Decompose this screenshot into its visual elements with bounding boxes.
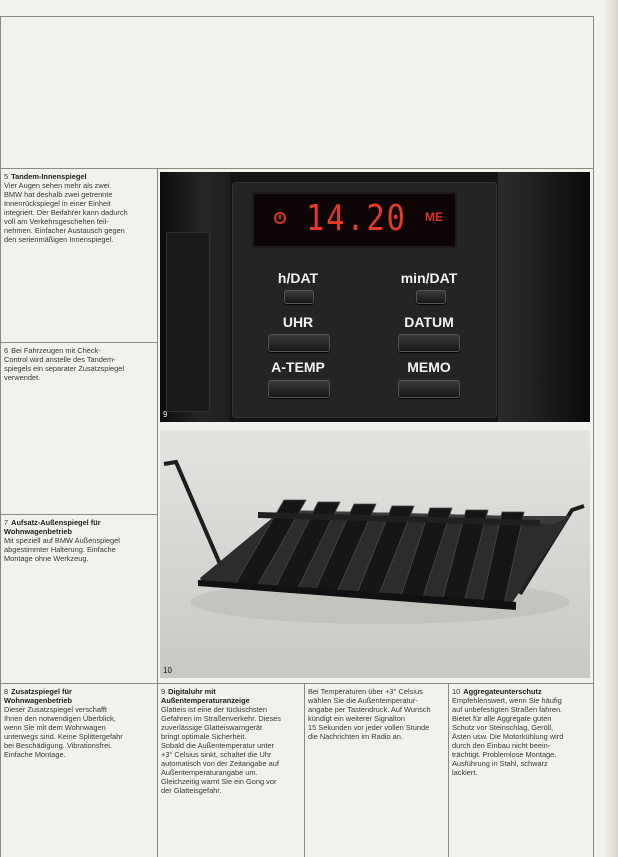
underbody-protection-illustration bbox=[160, 430, 590, 678]
caption-line: auf unbefestigten Straßen fahren. bbox=[452, 705, 563, 714]
caption-line: zuverlässige Glatteiswarngerät bbox=[161, 723, 263, 732]
button-label-min-dat: min/DAT bbox=[400, 270, 458, 286]
caption-line: kündigt ein weiterer Signalton bbox=[308, 714, 405, 723]
caption-line: der Glatteisgefahr. bbox=[161, 786, 222, 795]
caption-line: den serienmäßigen Innenspiegel. bbox=[4, 235, 114, 244]
caption-line: nehmen. Einfacher Austausch gegen bbox=[4, 226, 125, 235]
caption-line: BMW hat deshalb zwei getrennte bbox=[4, 190, 113, 199]
display-time: 14.20 bbox=[306, 198, 407, 239]
caption-line: Einfache Montage. bbox=[4, 750, 66, 759]
divider-7 bbox=[0, 514, 157, 515]
caption-line: Sobald die Außentemperatur unter bbox=[161, 741, 274, 750]
button-label-a-temp: A-TEMP bbox=[271, 359, 325, 375]
caption-line: bei Beschädigung. Vibrationsfrei. bbox=[4, 741, 112, 750]
dashboard-control-left bbox=[166, 232, 210, 412]
caption-line: Bei Temperaturen über +3° Celsius bbox=[308, 687, 423, 696]
top-rule bbox=[0, 16, 594, 17]
button-label-datum: DATUM bbox=[404, 314, 454, 330]
caption-title: Aggregateunterschutz bbox=[463, 687, 542, 696]
caption-7 bbox=[4, 518, 154, 563]
divider-8 bbox=[0, 683, 594, 684]
left-rule bbox=[0, 16, 1, 857]
min-dat-button bbox=[416, 290, 446, 304]
caption-line: Innenrückspiegel in einer Einheit bbox=[4, 199, 111, 208]
caption-line: Glatteis ist eine der tückischsten bbox=[161, 705, 267, 714]
caption-line: lackiert. bbox=[452, 768, 478, 777]
caption-line: Schutz vor Steinschlag, Geröll, bbox=[452, 723, 554, 732]
caption-line: trächtigt. Problemlose Montage. bbox=[452, 750, 557, 759]
caption-title: Aufsatz-Außenspiegel für bbox=[11, 518, 101, 527]
caption-line: durch den Einbau nicht beein- bbox=[452, 741, 551, 750]
dashboard-trim-left bbox=[160, 172, 230, 422]
caption-line: wenn Sie mit dem Wohnwagen bbox=[4, 723, 106, 732]
caption-line: Vier Augen sehen mehr als zwei. bbox=[4, 181, 112, 190]
divider-6 bbox=[0, 342, 157, 343]
h-dat-button bbox=[284, 290, 314, 304]
caption-line: Gleichzeitig warnt Sie ein Gong vor bbox=[161, 777, 277, 786]
caption-line: Dieser Zusatzspiegel verschafft bbox=[4, 705, 107, 714]
caption-5 bbox=[4, 172, 154, 244]
caption-number: 5 bbox=[4, 172, 9, 181]
caption-line: abgestimmter Halterung. Einfache bbox=[4, 545, 116, 554]
caption-line: Ästen usw. Die Motorkühlung wird bbox=[452, 732, 564, 741]
caption-line: Außentemperaturangabe um. bbox=[161, 768, 258, 777]
divider-col-9b bbox=[304, 683, 305, 857]
caption-line: Montage ohne Werkzeug. bbox=[4, 554, 89, 563]
button-label-h-dat: h/DAT bbox=[277, 270, 319, 286]
caption-number: 7 bbox=[4, 518, 9, 527]
caption-line: +3° Celsius sinkt, schaltet die Uhr bbox=[161, 750, 272, 759]
caption-line: spiegels ein separater Zusatzspiegel bbox=[4, 364, 124, 373]
caption-line: verwendet. bbox=[4, 373, 41, 382]
caption-title: Zusatzspiegel für bbox=[11, 687, 72, 696]
caption-line: voll am Verkehrsgeschehen teil- bbox=[4, 217, 109, 226]
clock-panel bbox=[232, 182, 497, 418]
caption-line: Bei Fahrzeugen mit Check- bbox=[11, 346, 101, 355]
caption-title: Außentemperaturanzeige bbox=[161, 696, 250, 705]
caption-line: Empfehlenswert, wenn Sie häufig bbox=[452, 696, 562, 705]
photo-digital-clock bbox=[160, 172, 590, 422]
caption-line: die Nachrichten im Radio an. bbox=[308, 732, 403, 741]
caption-line: Control wird anstelle des Tandem- bbox=[4, 355, 116, 364]
photo-number-9: 9 bbox=[163, 410, 168, 419]
button-label-uhr: UHR bbox=[282, 314, 314, 330]
caption-title: Wohnwagenbetrieb bbox=[4, 527, 73, 536]
caption-line: Ausführung in Stahl, schwarz bbox=[452, 759, 548, 768]
caption-line: 15 Sekunden vor jeder vollen Stunde bbox=[308, 723, 430, 732]
display-suffix: ME bbox=[425, 210, 443, 224]
caption-line: Gefahren im Straßenverkehr. Dieses bbox=[161, 714, 281, 723]
page-binding-edge bbox=[604, 0, 618, 857]
photo-number-10: 10 bbox=[163, 666, 172, 675]
caption-line: integriert. Der Beifahrer kann dadurch bbox=[4, 208, 128, 217]
caption-line: Bietet für alle Aggregate guten bbox=[452, 714, 552, 723]
caption-8 bbox=[4, 687, 154, 759]
memo-button bbox=[398, 380, 460, 398]
caption-9-continued bbox=[308, 687, 446, 741]
a-temp-button bbox=[268, 380, 330, 398]
caption-6 bbox=[4, 346, 154, 382]
dashboard-trim-right bbox=[498, 172, 590, 422]
button-label-memo: MEMO bbox=[407, 359, 451, 375]
caption-line: Mit speziell auf BMW Außenspiegel bbox=[4, 536, 120, 545]
caption-line: bringt optimale Sicherheit. bbox=[161, 732, 247, 741]
caption-9 bbox=[161, 687, 303, 795]
caption-line: Ihnen den notwendigen Überblick, bbox=[4, 714, 116, 723]
header-divider bbox=[0, 168, 594, 169]
caption-line: wählen Sie die Außentemperatur- bbox=[308, 696, 418, 705]
caption-title: Wohnwagenbetrieb bbox=[4, 696, 73, 705]
caption-line: angabe per Tastendruck. Auf Wunsch bbox=[308, 705, 431, 714]
right-rule bbox=[593, 16, 594, 857]
column-divider bbox=[157, 168, 158, 857]
caption-number: 6 bbox=[4, 346, 9, 355]
clock-icon bbox=[274, 212, 286, 224]
caption-number: 10 bbox=[452, 687, 461, 696]
caption-number: 9 bbox=[161, 687, 166, 696]
caption-10 bbox=[452, 687, 592, 777]
datum-button bbox=[398, 334, 460, 352]
caption-line: automatisch von der Zeitangabe auf bbox=[161, 759, 279, 768]
divider-col-10 bbox=[448, 683, 449, 857]
caption-title: Tandem-Innenspiegel bbox=[11, 172, 87, 181]
uhr-button bbox=[268, 334, 330, 352]
clock-display bbox=[252, 192, 457, 248]
caption-number: 8 bbox=[4, 687, 9, 696]
caption-line: unterwegs sind. Keine Splittergefahr bbox=[4, 732, 123, 741]
caption-title: Digitaluhr mit bbox=[168, 687, 216, 696]
photo-underbody-protection bbox=[160, 430, 590, 678]
